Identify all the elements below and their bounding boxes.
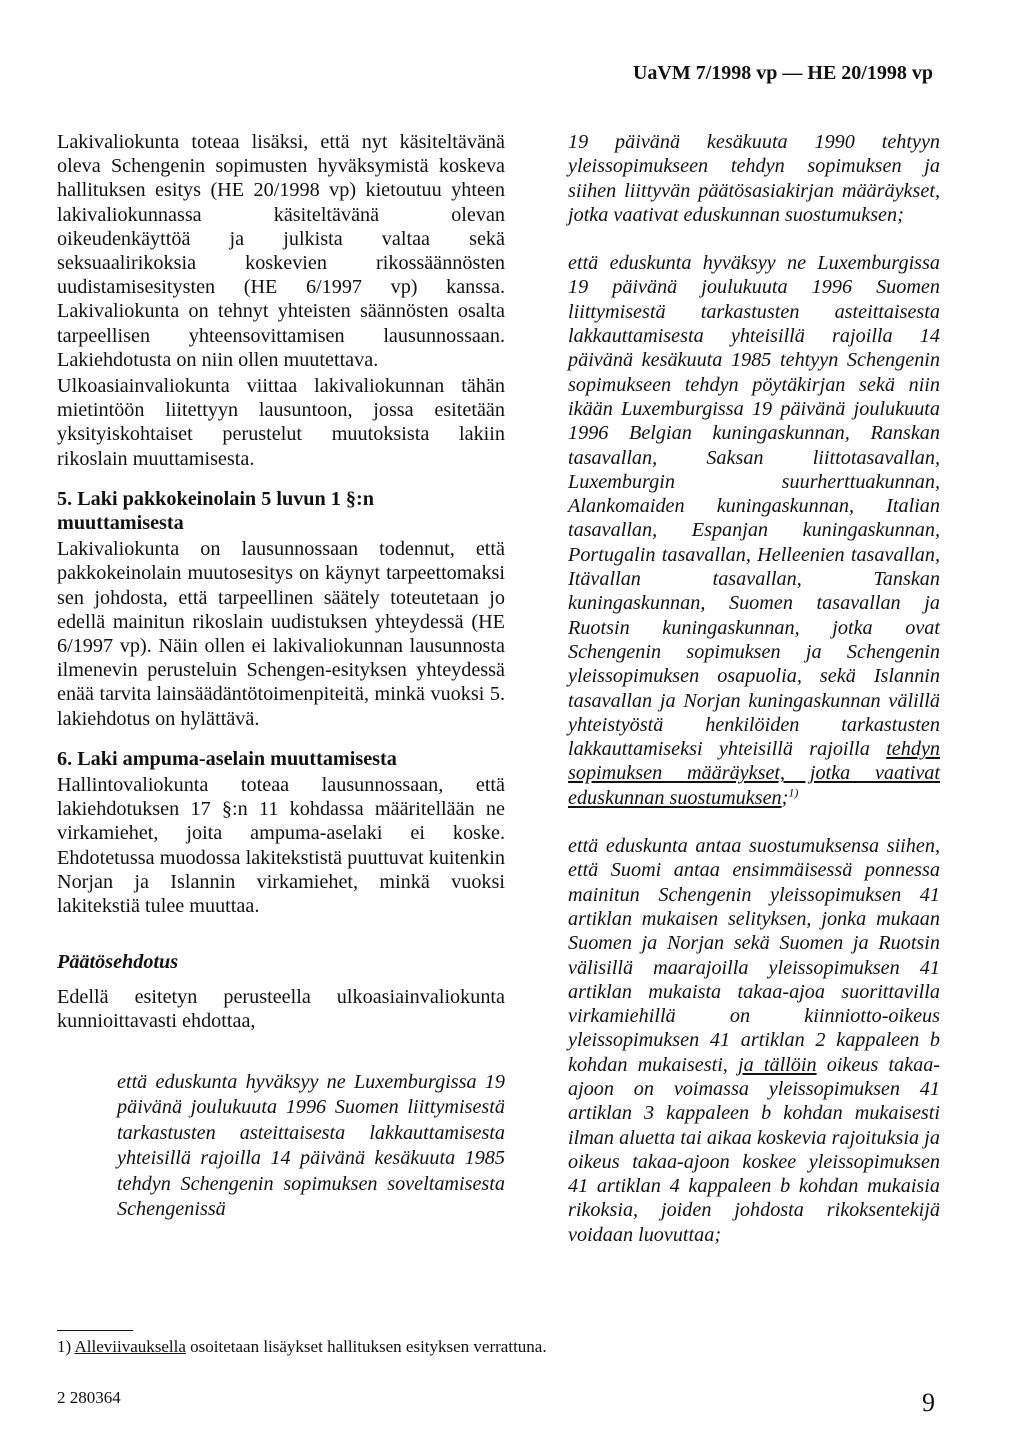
footnote-text: osoitetaan lisäykset hallituksen esityksen verrattuna. (190, 1337, 547, 1356)
intro-paragraph: Ulkoasiainvaliokunta viittaa lakivaliokunnan tähän mietintöön liitettyyn lausuntoon, jossa esitetään yksityiskohtaiset perustelut muutoksista lakiin rikoslain muuttamisesta. (57, 375, 505, 470)
proposal-text: että eduskunta hyväksyy ne Luxemburgissa 19 päivänä joulukuuta 1996 Suomen liittymisestä tarkastusten asteittaisesta lakkauttamisesta yhteisillä rajoilla 14 päivänä kesäkuuta 1985 tehtyyn Schengenin sopimukseen tehdyn pöytäkirjan sekä niin ikään Luxemburgissa 19 päivänä joulukuuta 1996 Belgian kuningaskunnan, Ranskan tasavallan, Saksan liittotasavallan, Luxemburgin suurherttuakunnan, Alankomaiden kuningaskunnan, Italian tasavallan, Espanjan kuningaskunnan, Portugalin tasavallan, Helleenien tasavallan, Itävallan tasavallan, Tanskan kuningaskunnan, Suomen tasavallan ja Ruotsin kuningaskunnan, jotka ovat Schengenin sopimuksen ja Schengenin yleissopimuksen osapuolia, sekä Islannin tasavallan ja Norjan kuningaskunnan välillä yhteistyöstä henkilöiden tarkastusten lakkauttamiseksi yhteisillä rajoilla (568, 252, 940, 761)
proposal-paragraph-1: 19 päivänä kesäkuuta 1990 tehtyyn yleissopimukseen tehdyn sopimuksen ja siihen liittyvän päätösasiakirjan määräykset, jotka vaativat eduskunnan suostumuksen; (568, 131, 940, 226)
underlined-addition: ja tällöin (738, 1053, 817, 1076)
footnote (57, 1337, 577, 1357)
decision-quote: että eduskunta hyväksyy ne Luxemburgissa 19 päivänä joulukuuta 1996 Suomen liittymisestä tarkastusten asteittaisesta lakkauttamisesta yhteisillä rajoilla 14 päivänä kesäkuuta 1985 tehdyn Schengenin sopimuksen soveltamisesta Schengenissä (117, 1070, 505, 1221)
footnote-underlined-word: Alleviivauksella (74, 1337, 186, 1356)
print-code: 2 280364 (57, 1388, 121, 1407)
intro-paragraph: Lakivaliokunta toteaa lisäksi, että nyt käsiteltävänä oleva Schengenin sopimusten hyväksymistä koskeva hallituksen esitys (HE 20/1998 vp) kietoutuu yhteen lakivaliokunnassa käsiteltävänä olevan oikeudenkäyttöä ja julkista valtaa sekä seksuaalirikoksia koskevien rikossäännösten uudistamisesitysten (HE 6/1997 vp) kanssa. Lakivaliokunta on tehnyt yhteisten säännösten osalta tarpeellisen yhteensovittamisen lausunnossaan. Lakiehdotusta on niin ollen muutettava. (57, 131, 505, 371)
proposal-text: että eduskunta antaa suostumuksensa siihen, että Suomi antaa ensimmäisessä ponnessa mainitun Schengenin yleissopimuksen 41 artiklan mukaisen selityksen, jonka mukaan Suomen ja Norjan sekä Suomen ja Ruotsin välisillä maarajoilla yleissopimuksen 41 artiklan mukaista takaa-ajoa suorittavilla virkamiehillä on kiinniotto-oikeus yleissopimuksen 41 artiklan 2 kappaleen b kohdan mukaisesti, (568, 835, 940, 1076)
right-column (568, 130, 940, 1247)
proposal-text: oikeus takaa-ajoon on voimassa yleissopimuksen 41 artiklan 3 kappaleen b kohdan mukaisesti ilman aluetta tai aikaa koskevia rajoituksia ja oikeus takaa-ajoon koskee yleissopimuksen 41 artiklan 4 kappaleen b kohdan mukaisia rikoksia, joiden johdosta rikoksentekijä voidaan luovuttaa; (568, 1053, 941, 1246)
footnote-reference: 1) (788, 784, 799, 799)
proposal-paragraph-2 (568, 251, 940, 810)
proposal-paragraph-3 (568, 834, 940, 1247)
page-header: UaVM 7/1998 vp — HE 20/1998 vp (632, 62, 933, 84)
decision-text: Edellä esitetyn perusteella ulkoasiainvaliokunta kunnioittavasti ehdottaa, (57, 985, 505, 1032)
decision-heading: Päätösehdotus (57, 951, 179, 974)
left-column (57, 130, 505, 1223)
section-5-heading: 5. Laki pakkokeinolain 5 luvun 1 §:n muuttamisesta (57, 487, 374, 535)
section-6-text: Hallintovaliokunta toteaa lausunnossaan, että lakiehdotuksen 17 §:n 11 kohdassa määritellään ne virkamiehet, joita ampuma-aselaki ei koske. Ehdotetussa muodossa lakitekstistä puuttuvat kuitenkin Norjan ja Islannin virkamiehet, minkä vuoksi lakitekstiä tulee muuttaa. (57, 774, 505, 918)
footnote-marker: 1) (57, 1337, 72, 1356)
section-6-heading: 6. Laki ampuma-aselain muuttamisesta (57, 747, 397, 770)
page-number: 9 (922, 1388, 935, 1417)
section-5-text: Lakivaliokunta on lausunnossaan todennut, että pakkokeinolain muutosesitys on käynyt tarpeettomaksi sen johdosta, että tarpeellinen säätely toteutetaan jo edellä mainitun rikoslain uudistuksen yhteydessä (HE 6/1997 vp). Näin ollen ei lakivaliokunnan lausunnosta ilmenevin perusteluin Schengen-esityksen yhteydessä enää tarvita lainsäädäntötoimenpiteitä, minkä vuoksi 5. lakiehdotus on hylättävä. (57, 538, 505, 730)
punctuation: ; (781, 786, 789, 809)
footnote-divider (57, 1330, 133, 1331)
underlined-addition: tehdyn sopimuksen määräykset, jotka vaativat eduskunnan suostumuksen (568, 738, 941, 809)
